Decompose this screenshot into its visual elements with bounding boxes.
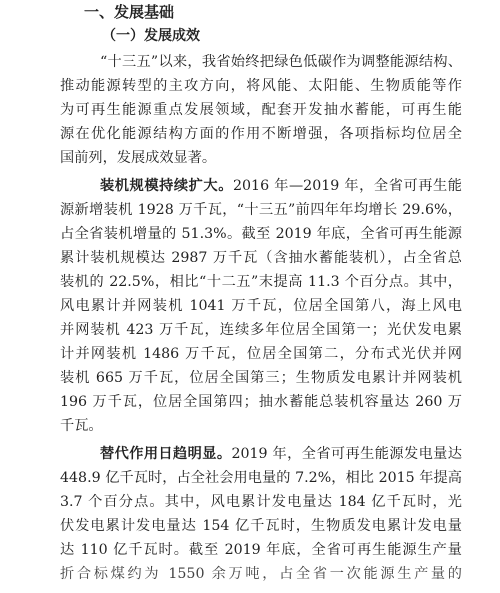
paragraph-1-line-1: “十三五”以来，我省始终把绿色低碳作为调整能源结构、 <box>100 54 462 70</box>
paragraph-2-line-5: 装机的 22.5%，相比“十二五”末提高 11.3 个百分点。其中， <box>60 274 462 290</box>
paragraph-2-line-7: 并网装机 423 万千瓦，连续多年位居全国第一；光伏发电累 <box>60 322 462 338</box>
paragraph-1-line-2: 推动能源转型的主攻方向，将风能、太阳能、生物质能等作 <box>60 78 462 94</box>
paragraph-3-line-3: 3.7 个百分点。其中，风电累计发电量达 184 亿千瓦时，光 <box>60 494 462 510</box>
paragraph-3-lead: 替代作用日趋明显。 <box>100 446 232 462</box>
paragraph-2-line-2: 源新增装机 1928 万千瓦，“十三五”前四年年均增长 29.6%， <box>60 202 462 218</box>
paragraph-2-line-1: 装机规模持续扩大。2016 年—2019 年，全省可再生能 <box>100 178 462 194</box>
paragraph-2-line-8: 计并网装机 1486 万千瓦，位居全国第二，分布式光伏并网 <box>60 346 462 362</box>
paragraph-2-line-10: 196 万千瓦，位居全国第四；抽水蓄能总装机容量达 260 万 <box>60 394 462 410</box>
paragraph-2-line-4: 累计装机规模达 2987 万千瓦（含抽水蓄能装机），占全省总 <box>60 250 462 266</box>
paragraph-2-line-6: 风电累计并网装机 1041 万千瓦，位居全国第八，海上风电 <box>60 298 462 314</box>
section-heading: 一、发展基础 <box>84 3 175 21</box>
paragraph-3-line-1: 替代作用日趋明显。2019 年，全省可再生能源发电量达 <box>100 446 462 462</box>
paragraph-1-line-5: 国前列，发展成效显著。 <box>60 150 217 166</box>
paragraph-2-line-3: 占全省装机增量的 51.3%。截至 2019 年底，全省可再生能源 <box>60 226 462 242</box>
paragraph-3-line-4: 伏发电累计发电量达 154 亿千瓦时，生物质发电累计发电量 <box>60 518 462 534</box>
paragraph-3-line-5: 达 110 亿千瓦时。截至 2019 年底，全省可再生能源生产量 <box>60 542 462 558</box>
paragraph-2-line-9: 装机 665 万千瓦，位居全国第三；生物质发电累计并网装机 <box>60 370 462 386</box>
subsection-heading: （一）发展成效 <box>102 28 200 44</box>
paragraph-2-lead: 装机规模持续扩大。 <box>100 178 233 194</box>
paragraph-3-line-2: 448.9 亿千瓦时，占全社会用电量的 7.2%，相比 2015 年提高 <box>60 470 462 486</box>
paragraph-1-line-4: 源在优化能源结构方面的作用不断增强，各项指标均位居全 <box>60 126 462 142</box>
paragraph-3-line-6: 折合标煤约为 1550 余万吨，占全省一次能源生产量的 <box>60 566 462 582</box>
paragraph-2-line-11: 千瓦。 <box>60 418 103 434</box>
paragraph-1-line-3: 为可再生能源重点发展领域，配套开发抽水蓄能，可再生能 <box>60 102 462 118</box>
